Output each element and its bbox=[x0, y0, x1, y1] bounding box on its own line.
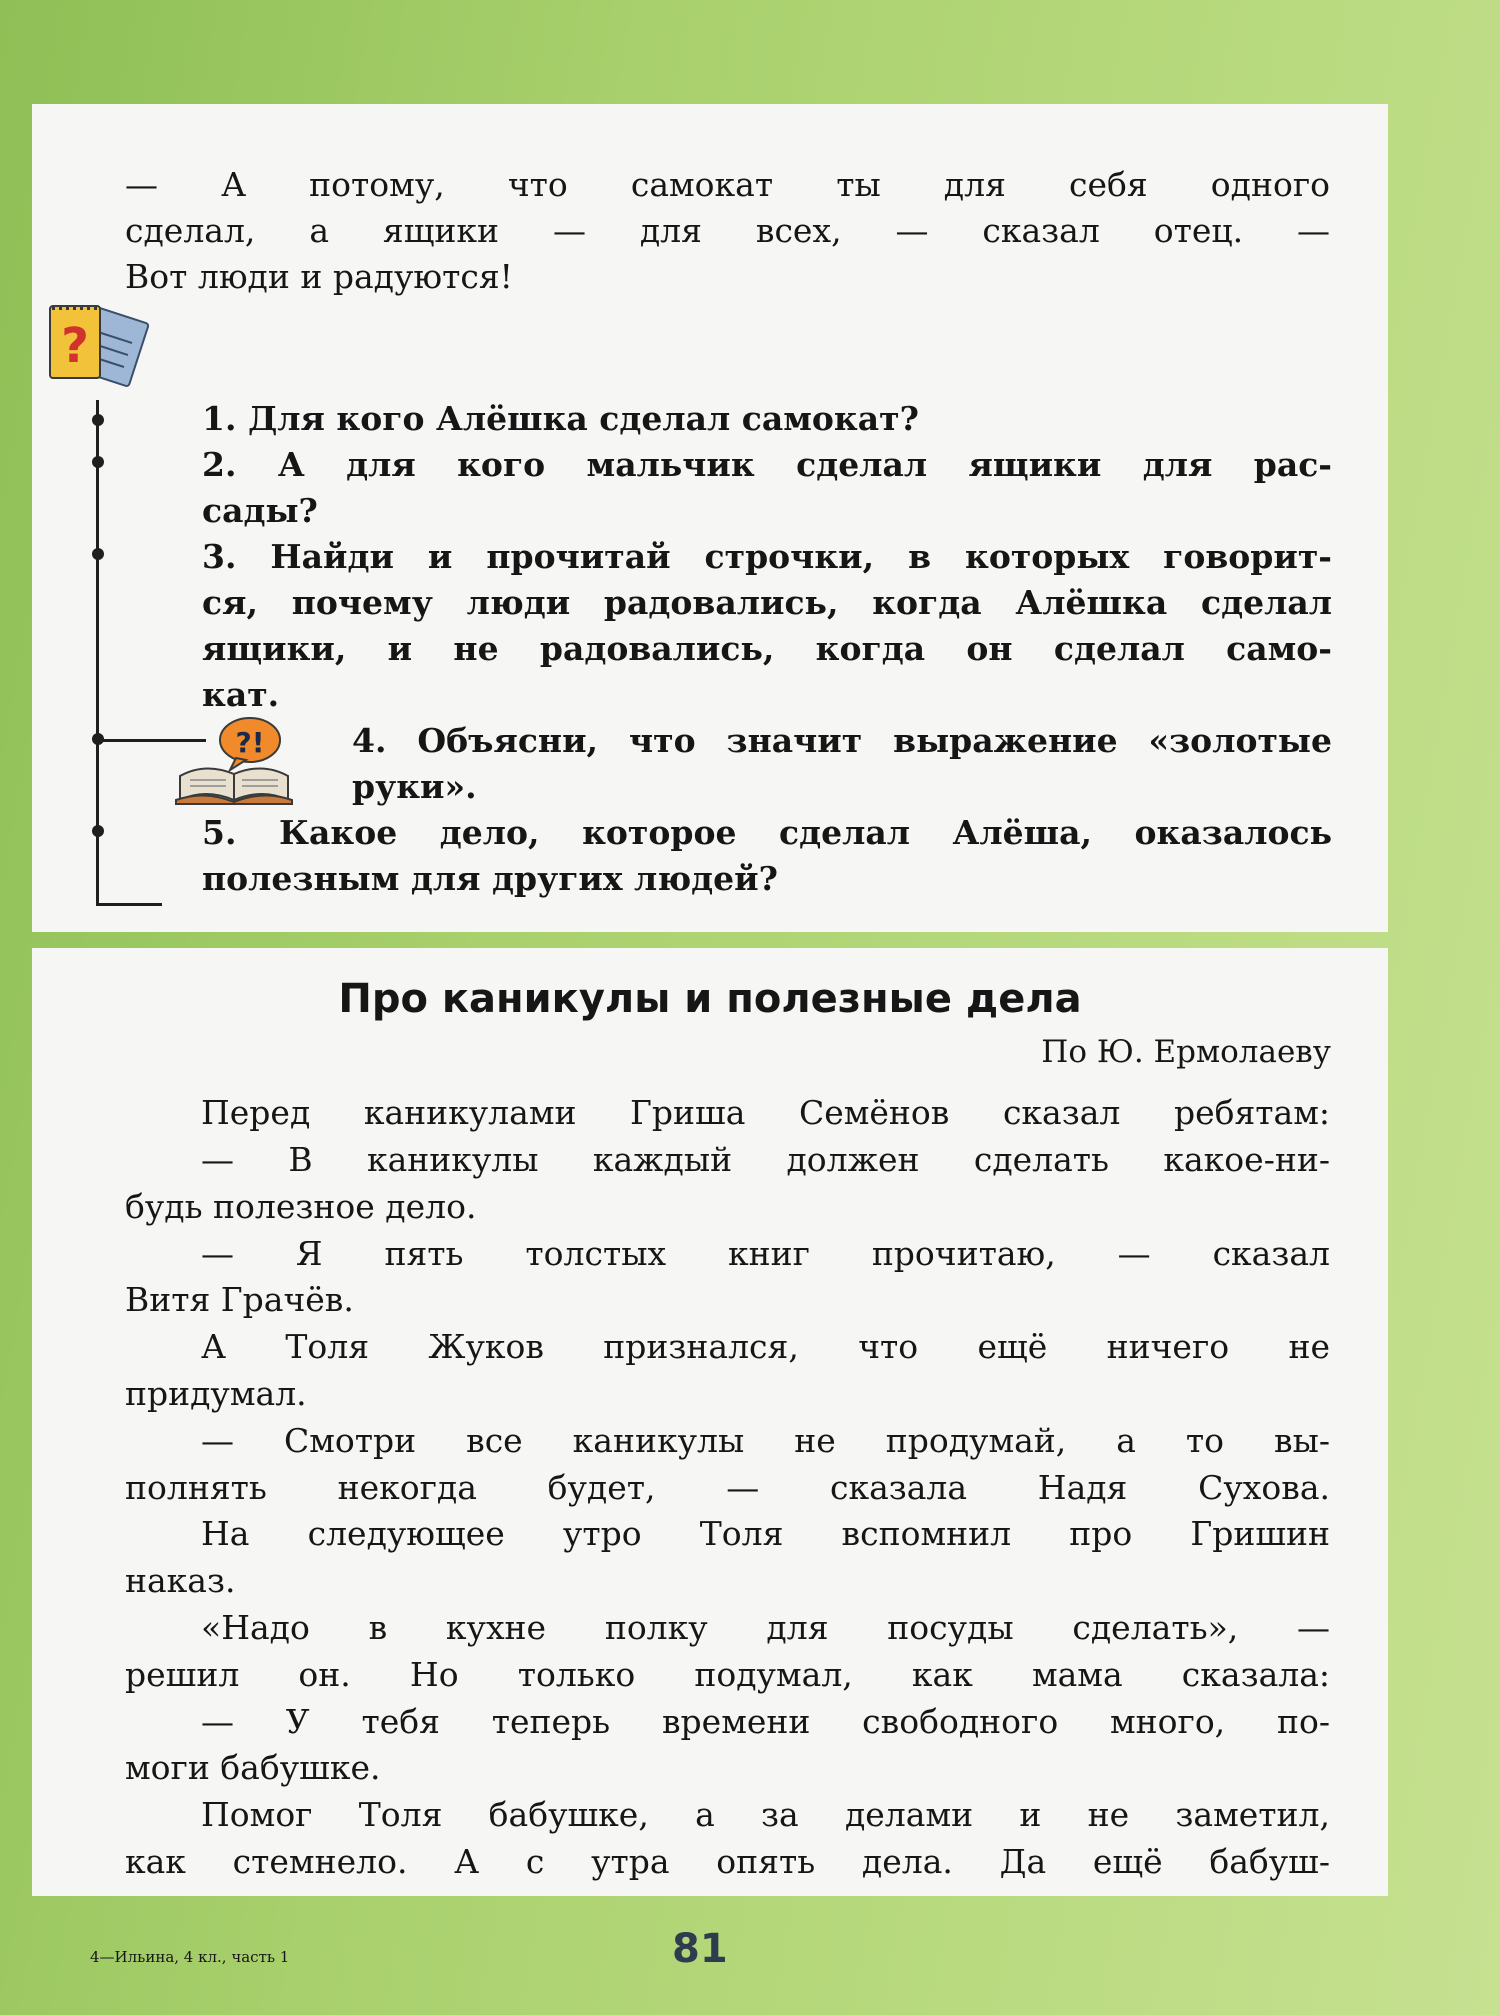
question-bullet bbox=[92, 548, 104, 560]
story-line: — У тебя теперь времени свободного много, по- bbox=[201, 1702, 1330, 1741]
question-bullet bbox=[92, 825, 104, 837]
story-line: наказ. bbox=[125, 1561, 236, 1600]
question-line: ся, почему люди радовались, когда Алёшка сделал bbox=[202, 583, 1332, 622]
question-line: полезным для других людей? bbox=[202, 859, 778, 898]
story-line: На следующее утро Толя вспомнил про Гришин bbox=[201, 1514, 1330, 1553]
story-line: — Я пять толстых книг прочитаю, — сказал bbox=[201, 1234, 1330, 1273]
question-mark-notebook-icon bbox=[42, 296, 152, 406]
story-line: Помог Толя бабушке, а за делами и не заметил, bbox=[201, 1795, 1330, 1834]
story-line: А Толя Жуков признался, что ещё ничего не bbox=[201, 1327, 1330, 1366]
open-book-speech-icon bbox=[170, 716, 300, 806]
question-bullet bbox=[92, 456, 104, 468]
page-number: 81 bbox=[672, 1926, 728, 1972]
question-list-line-end bbox=[96, 903, 162, 906]
story-line: — В каникулы каждый должен сделать какое-ни- bbox=[201, 1140, 1330, 1179]
story-line: будь полезное дело. bbox=[125, 1187, 477, 1226]
story-line: решил он. Но только подумал, как мама сказала: bbox=[125, 1655, 1330, 1694]
question-line: 1. Для кого Алёшка сделал самокат? bbox=[202, 399, 919, 438]
story-panel bbox=[32, 948, 1388, 1896]
imprint-note: 4—Ильина, 4 кл., часть 1 bbox=[90, 1948, 290, 1966]
text-line: — А потому, что самокат ты для себя одного bbox=[125, 165, 1330, 204]
story-title: Про каникулы и полезные дела bbox=[338, 976, 1082, 1022]
story-line: — Смотри все каникулы не продумай, а то вы- bbox=[201, 1421, 1330, 1460]
question-line: 2. А для кого мальчик сделал ящики для рас- bbox=[202, 445, 1332, 484]
story-line: Витя Грачёв. bbox=[125, 1280, 354, 1319]
story-line: Перед каникулами Гриша Семёнов сказал ребятам: bbox=[201, 1093, 1330, 1132]
story-line: полнять некогда будет, — сказала Надя Сухова. bbox=[125, 1468, 1330, 1507]
question-line: 5. Какое дело, которое сделал Алёша, оказалось bbox=[202, 813, 1332, 852]
text-line: Вот люди и радуются! bbox=[125, 257, 513, 296]
story-author: По Ю. Ермолаеву bbox=[1041, 1034, 1331, 1070]
question-line: ящики, и не радовались, когда он сделал само- bbox=[202, 629, 1332, 668]
text-line: сделал, а ящики — для всех, — сказал отец. — bbox=[125, 211, 1330, 250]
question-bullet bbox=[92, 733, 104, 745]
question-line: кат. bbox=[202, 675, 280, 714]
story-line: придумал. bbox=[125, 1374, 307, 1413]
story-line: «Надо в кухне полку для посуды сделать», — bbox=[201, 1608, 1330, 1647]
svg-text:?!: ?! bbox=[235, 726, 265, 759]
svg-text:?: ? bbox=[61, 318, 89, 374]
story-line: как стемнело. А с утра опять дела. Да ещё бабуш- bbox=[125, 1842, 1330, 1881]
question-line: 3. Найди и прочитай строчки, в которых говорит- bbox=[202, 537, 1332, 576]
question-bullet bbox=[92, 414, 104, 426]
questions-panel bbox=[32, 104, 1388, 932]
question-line: 4. Объясни, что значит выражение «золотые bbox=[352, 721, 1332, 760]
story-line: моги бабушке. bbox=[125, 1748, 381, 1787]
question-line: сады? bbox=[202, 491, 318, 530]
question-line: руки». bbox=[352, 767, 477, 806]
